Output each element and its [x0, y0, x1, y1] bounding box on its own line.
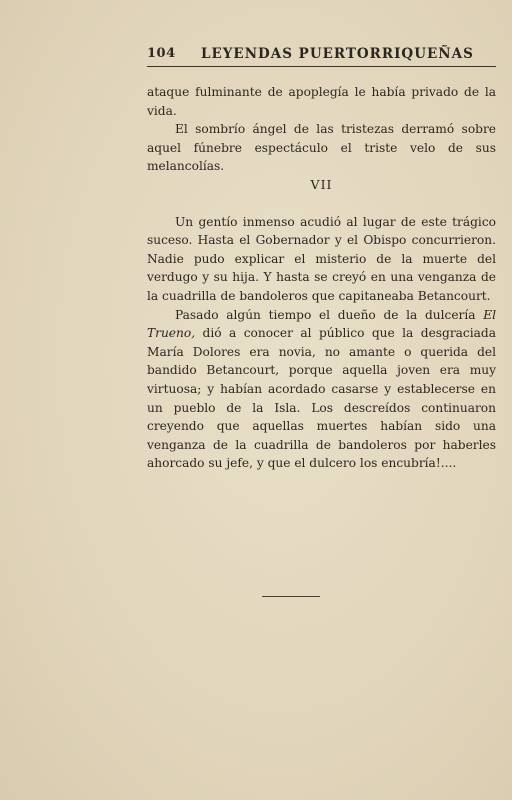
paragraph-2: El sombrío ángel de las tristezas derramó sobre aquel fúnebre espectáculo el triste velo de sus melancolías.: [147, 122, 496, 174]
paragraph-4: [147, 306, 496, 473]
section-heading: VII: [310, 176, 333, 192]
paragraph-4-start: Pasado algún tiempo el dueño de la dulcería: [175, 307, 484, 322]
running-title: LEYENDAS PUERTORRIQUEÑAS: [201, 46, 474, 62]
body-text: [147, 83, 496, 473]
paragraph-3: Un gentío inmenso acudió al lugar de este trágico suceso. Hasta el Gobernador y el Obispo concurrieron. Nadie pudo explicar el misterio de la muerte del verdugo y su hija. Y hasta se creyó en una venganza de la cuadrilla de bandoleros que capitaneaba Betancourt.: [147, 214, 496, 303]
end-rule: [262, 596, 320, 597]
paragraph-1: ataque fulminante de apoplegía le había privado de la vida.: [147, 85, 496, 118]
page-header: [147, 44, 496, 67]
paragraph-4-end: dió a conocer al público que la desgraciada María Dolores era novia, no amante o querida del bandido Betancourt, porque aquella joven era muy virtuosa; y habían acordado casarse y establecerse en un pueblo de la Isla. Los descreídos continuaron creyendo que aquellas muertes habían sido una venganza de la cuadrilla de bandoleros por haberles ahorcado su jefe, y que el dulcero los encubría!....: [147, 326, 496, 471]
page-number: 104: [147, 46, 176, 61]
shop-name: El Trueno,: [147, 307, 496, 341]
